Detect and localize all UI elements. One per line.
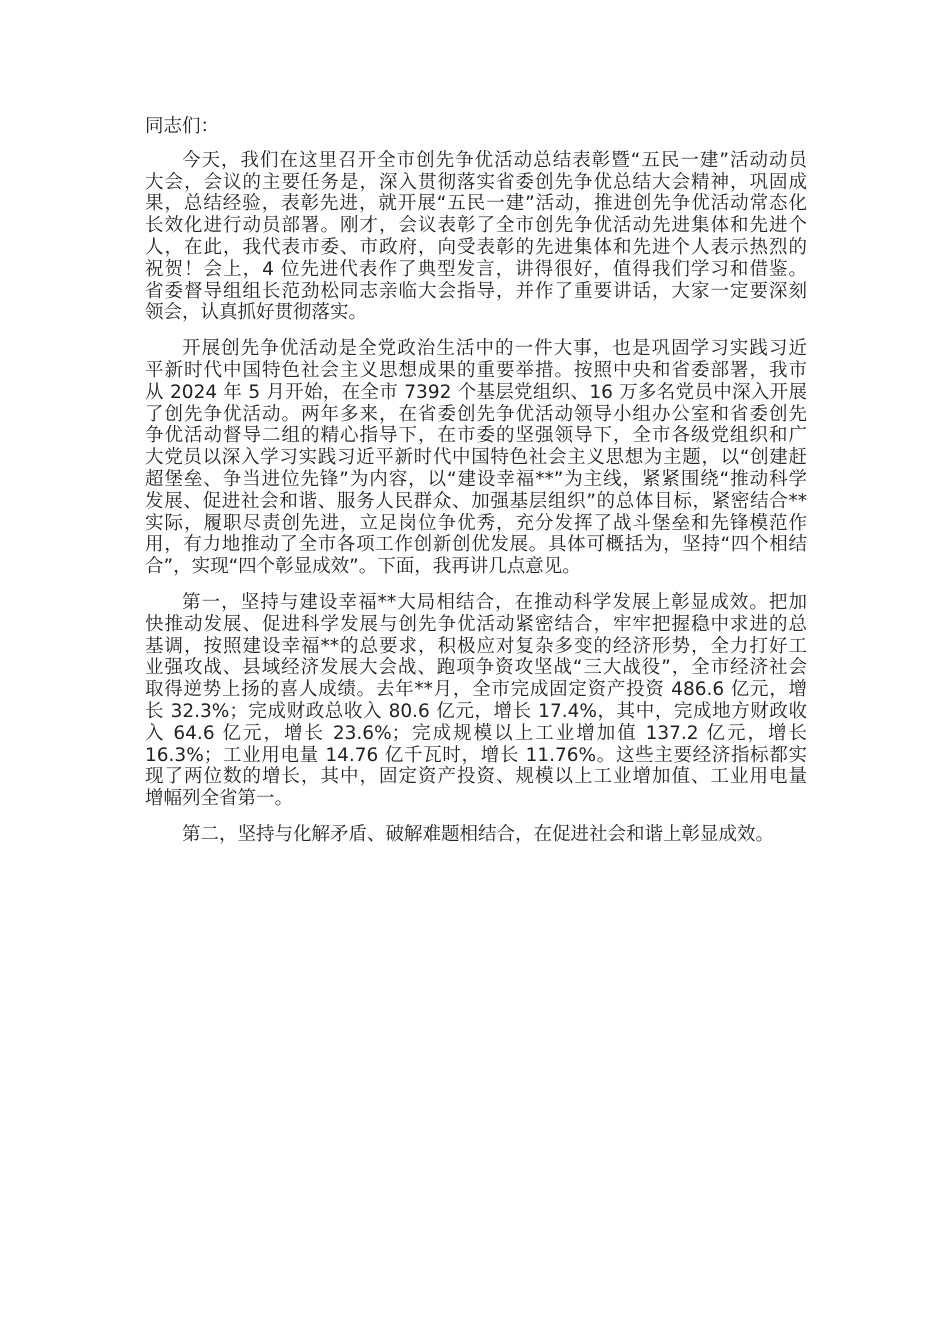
paragraph-line: 祝贺！会上，4 位先进代表作了典型发言，讲得很好，值得我们学习和借鉴。	[145, 258, 807, 280]
paragraph-line: 第二，坚持与化解矛盾、破解难题相结合，在促进社会和谐上彰显成效。	[182, 823, 775, 845]
paragraph-line: 快推动发展、促进科学发展与创先争优活动紧密结合，牢牢把握稳中求进的总	[145, 613, 807, 635]
paragraph-line: 争优活动督导二组的精心指导下，在市委的坚强领导下，全市各级党组织和广	[145, 425, 807, 447]
paragraph-line: 大会，会议的主要任务是，深入贯彻落实省委创先争优总结大会精神，巩固成	[145, 171, 807, 193]
paragraph-line: 平新时代中国特色社会主义思想成果的重要举措。按照中央和省委部署，我市	[145, 359, 807, 381]
paragraph	[145, 150, 807, 324]
paragraph-line: 16.3%；工业用电量 14.76 亿千瓦时，增长 11.76%。这些主要经济指标都实	[145, 744, 807, 766]
paragraph-line: 发展、促进社会和谐、服务人民群众、加强基层组织”的总体目标，紧密结合**	[145, 490, 807, 512]
paragraph-line: 用，有力地推动了全市各项工作创新创优发展。具体可概括为，坚持“四个相结	[145, 534, 807, 556]
paragraph-line: 基调，按照建设幸福**的总要求，积极应对复杂多变的经济形势，全力打好工	[145, 635, 807, 657]
paragraph-line: 长效化进行动员部署。刚才，会议表彰了全市创先争优活动先进集体和先进个	[145, 215, 807, 237]
paragraph-line: 人，在此，我代表市委、市政府，向受表彰的先进集体和先进个人表示热烈的	[145, 236, 807, 258]
paragraph-line: 省委督导组组长范劲松同志亲临大会指导，并作了重要讲话，大家一定要深刻	[145, 280, 807, 302]
document-body	[145, 116, 807, 860]
paragraph-line: 增幅列全省第一。	[145, 788, 294, 810]
paragraph-line: 今天，我们在这里召开全市创先争优活动总结表彰暨“五民一建”活动动员	[182, 149, 807, 171]
paragraph	[145, 824, 807, 846]
paragraph-line: 业强攻战、县域经济发展大会战、跑项争资攻坚战“三大战役”，全市经济社会	[145, 657, 807, 679]
paragraph-line: 长 32.3%；完成财政总收入 80.6 亿元，增长 17.4%，其中，完成地方财政收	[145, 700, 807, 722]
paragraph-line: 取得逆势上扬的喜人成绩。去年**月，全市完成固定资产投资 486.6 亿元，增	[145, 679, 807, 701]
paragraph-line: 合”，实现“四个彰显成效”。下面，我再讲几点意见。	[145, 556, 581, 578]
paragraph-line: 领会，认真抓好贯彻落实。	[145, 302, 368, 324]
paragraph-line: 了创先争优活动。两年多来，在省委创先争优活动领导小组办公室和省委创先	[145, 403, 807, 425]
paragraph-line: 开展创先争优活动是全党政治生活中的一件大事，也是巩固学习实践习近	[182, 338, 807, 360]
paragraph-line: 第一，坚持与建设幸福**大局相结合，在推动科学发展上彰显成效。把加	[182, 591, 807, 613]
paragraph-line: 超堡垒、争当进位先锋”为内容，以“建设幸福**”为主线，紧紧围绕“推动科学	[145, 468, 807, 490]
paragraph-line: 大党员以深入学习实践习近平新时代中国特色社会主义思想为主题，以“创建赶	[145, 447, 807, 469]
greeting: 同志们：	[145, 116, 220, 137]
paragraph	[145, 592, 807, 810]
paragraph-line: 入 64.6 亿元，增长 23.6%；完成规模以上工业增加值 137.2 亿元，增长	[145, 722, 807, 744]
paragraph-line: 实际，履职尽责创先进，立足岗位争优秀，充分发挥了战斗堡垒和先锋模范作	[145, 512, 807, 534]
paragraph-line: 果，总结经验，表彰先进，就开展“五民一建”活动，推进创先争优活动常态化	[145, 193, 807, 215]
paragraph	[145, 338, 807, 578]
paragraph-line: 从 2024 年 5 月开始，在全市 7392 个基层党组织、16 万多名党员中深入开展	[145, 381, 807, 403]
paragraph-line: 现了两位数的增长，其中，固定资产投资、规模以上工业增加值、工业用电量	[145, 766, 807, 788]
